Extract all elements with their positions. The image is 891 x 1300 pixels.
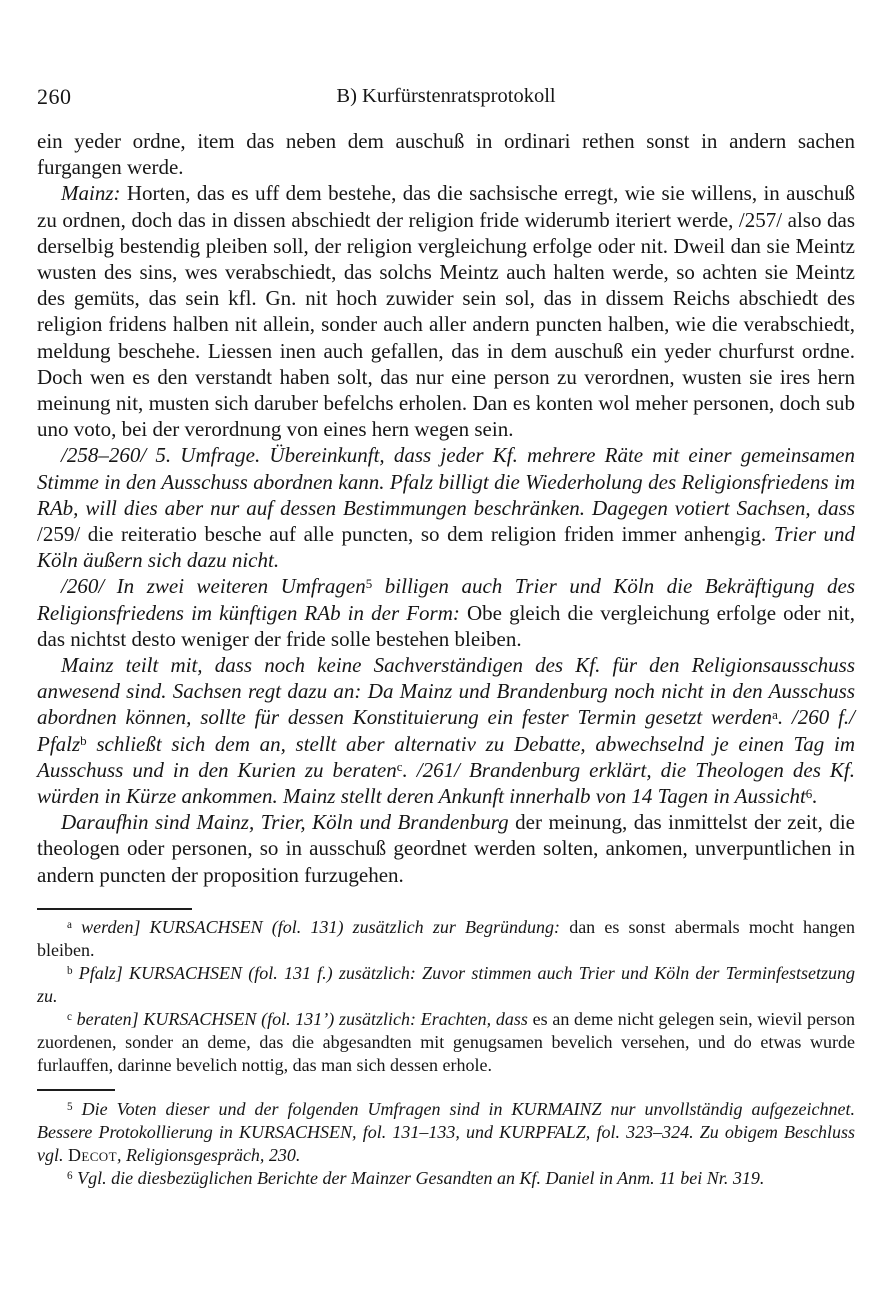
text-segment: Obe gleich die vergleichung erfolge oder nit, das nichtst desto weniger der fride solle bestehen bleiben.: [37, 600, 855, 651]
footnote-letter-b: [37, 962, 855, 1008]
paragraph: [37, 128, 855, 180]
text-segment: .: [812, 784, 818, 809]
text-segment: . /261/ Brandenburg erklärt, die Theologen des Kf. würden in Kürze ankommen. Mainz stellt deren Ankunft innerhalb von 14 Tagen in Aussicht: [37, 757, 856, 809]
footnote-marker: c: [67, 1011, 72, 1024]
footnote-number-5: [37, 1098, 855, 1167]
text-segment: /260/ In zwei weiteren Umfragen: [61, 574, 366, 599]
footnote-marker: b: [67, 965, 73, 978]
footnote-marker: 5: [67, 1101, 73, 1114]
text-segment: Daraufhin sind Mainz, Trier, Köln und Brandenburg: [61, 810, 516, 835]
paragraph: [37, 652, 855, 809]
footnote-divider-letters: [37, 908, 192, 910]
text-segment: beraten] KURSACHSEN (fol. 131’) zusätzlich: Erachten, dass: [71, 1008, 533, 1029]
footnote-section-letters: [37, 908, 855, 1077]
text-segment: Die Voten dieser und der folgenden Umfragen sind in KURMAINZ nur unvollständig aufgezeichnet. Bessere Protokollierung in KURSACHSEN, fol. 131–133, und KURPFALZ, fol. 323–324. Zu obigem Beschluss vgl.: [37, 1098, 855, 1165]
footnote-marker: a: [67, 919, 72, 932]
text-segment: /259/ die reiteratio besche auf alle puncten, so dem religion friden immer anhengig.: [37, 522, 774, 547]
footnote-number-6: [37, 1167, 855, 1190]
text-segment: Decot: [68, 1144, 117, 1165]
footnote-marker: 6: [805, 785, 813, 801]
text-segment: Trier und Köln äußern sich dazu nicht.: [37, 522, 855, 573]
paragraph: [37, 809, 855, 888]
text-segment: schließt sich dem an, stellt aber alternativ zu Debatte, abwechselnd je einen Tag im Ausschuss und in den Kurien zu beraten: [37, 731, 855, 782]
footnote-letter-c: [37, 1008, 855, 1077]
footnote-marker: 5: [365, 576, 373, 591]
paragraph: [37, 573, 855, 652]
text-segment: der meinung, das inmittelst der zeit, die theologen oder personen, so in ausschuß geordnet werden solten, ankomen, unverpuntlichen in andern puncten der proposition furzugehen.: [37, 810, 855, 887]
text-segment: Pfalz] KURSACHSEN (fol. 131 f.) zusätzlich: Zuvor stimmen auch Trier und Köln der Terminfestsetzung zu.: [37, 962, 855, 1006]
footnote-section-numbers: [37, 1089, 855, 1190]
text-segment: es an deme nicht gelegen sein, wievil person zuordenen, sonder an deme, das die abgesandten mit genugsamen bevelich versehen, und do etwas wurde furlauffen, darinne bevelich nottig, das man sich dessen erhole.: [37, 1008, 856, 1075]
footnote-marker: a: [772, 707, 778, 723]
paragraph: [37, 180, 855, 442]
running-title: B) Kurfürstenratsprotokoll: [336, 85, 556, 107]
body-text: [37, 128, 855, 888]
text-segment: Mainz teilt mit, dass noch keine Sachverständigen des Kf. für den Religionsausschuss anwesend sind. Sachsen regt dazu an: Da Mainz und Brandenburg noch nicht in den Ausschuss abordnen können, sollte für dessen Konstituierung ein fester Termin gesetzt werden: [37, 653, 855, 730]
page-header: [37, 84, 855, 114]
footnote-letter-a: [37, 916, 855, 962]
text-segment: werden] KURSACHSEN (fol. 131) zusätzlich zur Begründung:: [71, 916, 570, 937]
text-segment: /258–260/ 5. Umfrage. Übereinkunft, dass jeder Kf. mehrere Räte mit einer gemeinsamen Stimme in den Ausschuss abordnen kann. Pfalz billigt die Wiederholung des Religionsfriedens im RAb, will dies aber nur auf dessen Bestimmungen beschränken. Dagegen votiert Sachsen, dass: [37, 443, 855, 520]
text-segment: , Religionsgespräch, 230.: [116, 1144, 301, 1165]
footnote-marker: c: [396, 759, 403, 775]
text-segment: dan es sonst abermals mocht hangen bleiben.: [37, 916, 855, 960]
footnote-divider-numbers: [37, 1089, 115, 1091]
text-segment: ein yeder ordne, item das neben dem auschuß in ordinari rethen sonst in andern sachen furgangen werde.: [37, 129, 855, 180]
paragraph: [37, 442, 855, 573]
text-segment: Mainz:: [61, 181, 127, 206]
text-segment: . /260 f./ Pfalz: [37, 705, 855, 756]
text-segment: Horten, das es uff dem bestehe, das die sachsische erregt, wie sie willens, in auschuß zu ordnen, doch das in dissen abschiedt der religion fride widerumb iteriert werde, /257/ also das derselbig bestendig pleiben soll, der religion vergleichung erfolge oder nit. Dweil dan sie Meintz wusten des sins, wes verabschiedt, das solchs Meintz auch halten werde, so achten sie Meintz des gemüts, das sein kfl. Gn. nit hoch zuwider sein sol, das in dissem Reichs abschiedt des religion fridens halben nit allein, sonder auch aller andern puncten halben, wie die verabschiedt, meldung beschehe. Liessen inen auch gefallen, das in dem auschuß ein yeder churfurst ordne. Doch wen es den verstandt haben solt, das nur eine person zu verordnen, wusten sie ires hern meinung nit, musten sich daruber befelchs erholen. Dan es konten wol meher personen, doch sub uno voto, bei der verordnung von eines hern wegen sein.: [37, 181, 855, 442]
text-segment: billigen auch Trier und Köln die Bekräftigung des Religionsfriedens im künftigen RAb in der Form:: [37, 574, 856, 625]
footnote-marker: b: [80, 733, 87, 749]
page-number: 260: [37, 84, 72, 109]
text-segment: Vgl. die diesbezüglichen Berichte der Mainzer Gesandten an Kf. Daniel in Anm. 11 bei Nr. 319.: [72, 1167, 765, 1188]
footnote-marker: 6: [67, 1170, 73, 1183]
